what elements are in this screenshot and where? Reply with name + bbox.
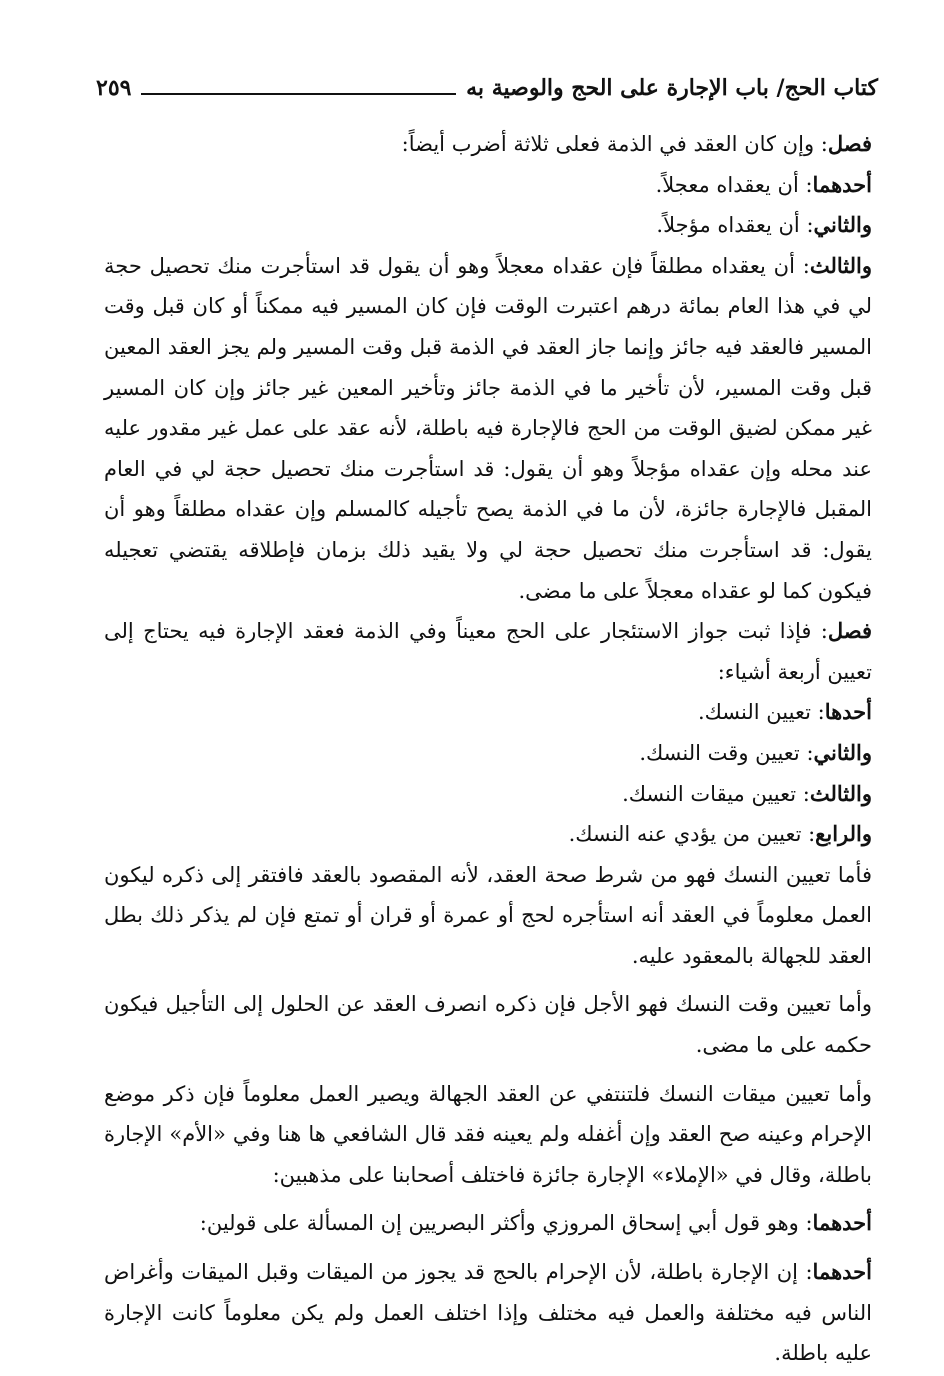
paragraph-lead: والثاني (813, 739, 872, 765)
paragraph-text: : أن يعقداه مطلقاً فإن عقداه معجلاً وهو أن يقول قد استأجرت منك تحصيل حجة لي في هذا العام بمائة درهم اعتبرت الوقت فإن كان المسير فيه ممكناً أو كان قبل وقت المسير فالعقد فيه جائز وإنما جاز العقد في الذمة قبل وقت المسير ولم يجز العقد المعين قبل وقت المسير، لأن تأخير ما في الذمة جائز وتأخير المعين غير جائز وإن كان المسير غير ممكن لضيق الوقت من الحج فالإجارة فيه باطلة، لأنه عقد على عمل غير مقدور عليه عند محله وإن عقداه مؤجلاً وهو أن يقول: قد استأجرت منك تحصيل حجة لي في العام المقبل فالإجارة جائزة، لأن ما في الذمة يصح تأجيله كالمسلم وإن عقداه مطلقاً وهو أن يقول: قد استأجرت منك تحصيل حجة لي ولا يقيد ذلك بزمان فإطلاقه يقتضي تعجيله فيكون كما لو عقداه معجلاً على ما مضى. (104, 253, 872, 603)
paragraph (104, 1074, 872, 1196)
paragraph-text: : تعيين من يؤدي عنه النسك. (568, 822, 816, 847)
paragraph-lead: أحدهما (812, 1259, 872, 1285)
paragraph (104, 246, 872, 611)
paragraph (104, 165, 872, 206)
paragraph-text: : وإن كان العقد في الذمة فعلى ثلاثة أضرب أيضاً: (401, 132, 828, 156)
paragraph-lead: فصل (827, 131, 872, 156)
page-body (104, 124, 872, 1374)
paragraph-text: : تعيين النسك. (697, 700, 825, 725)
paragraph (104, 984, 872, 1065)
paragraph-text: فأما تعيين النسك فهو من شرط صحة العقد، لأنه المقصود بالعقد فافتقر إلى ذكره ليكون العمل معلوماً في العقد أنه استأجره لحج أو عمرة أو قران أو تمتع فإن لم يذكر ذلك بطل العقد للجهالة بالمعقود عليه. (104, 862, 872, 968)
paragraph (104, 814, 872, 855)
paragraph (104, 733, 872, 774)
paragraph-lead: والثاني (813, 212, 872, 238)
paragraph (104, 855, 872, 977)
paragraph-text: : وهو قول أبي إسحاق المروزي وأكثر البصريين إن المسألة على قولين: (199, 1211, 813, 1236)
paragraph-lead: والثالث (809, 780, 872, 806)
paragraph-lead: فصل (827, 618, 872, 644)
paragraph-text: : تعيين ميقات النسك. (622, 781, 810, 806)
paragraph-lead: أحدهما (812, 1210, 872, 1236)
chapter-title: كتاب الحج/ باب الإجارة على الحج والوصية به (466, 75, 878, 101)
paragraph (104, 774, 872, 815)
paragraph-text: وأما تعيين وقت النسك فهو الأجل فإن ذكره انصرف العقد عن الحلول إلى التأجيل فيكون حكمه على ما مضى. (104, 992, 872, 1058)
paragraph (104, 692, 872, 733)
header-rule (141, 93, 456, 95)
paragraph (104, 611, 872, 692)
paragraph-lead: والرابع (815, 821, 872, 847)
running-header (96, 68, 878, 108)
paragraph (104, 124, 872, 165)
paragraph-text: : فإذا ثبت جواز الاستئجار على الحج معيناً وفي الذمة فعقد الإجارة فيه يحتاج إلى تعيين أربعة أشياء: (104, 619, 872, 684)
paragraph-text: وأما تعيين ميقات النسك فلتنتفي عن العقد الجهالة ويصير العمل معلوماً فإن ذكر موضع الإحرام وعينه صح العقد وإن أغفله ولم يعينه فقد قال الشافعي ها هنا وفي «الأم» الإجارة باطلة، وقال في «الإملاء» الإجارة جائزة فاختلف أصحابنا على مذهبين: (104, 1081, 872, 1187)
paragraph-text: : أن يعقداه مؤجلاً. (656, 213, 814, 238)
paragraph (104, 205, 872, 246)
paragraph-text: : إن الإجارة باطلة، لأن الإحرام بالحج قد يجوز من الميقات وقبل الميقات وأغراض الناس فيه مختلفة والعمل فيه مختلف وإذا اختلف العمل ولم يكن معلوماً كانت الإجارة عليه باطلة. (104, 1260, 872, 1366)
paragraph-lead: أحدهما (812, 171, 872, 197)
paragraph-lead: أحدها (824, 699, 872, 725)
paragraph-text: : أن يعقداه معجلاً. (655, 172, 813, 197)
page-number: ٢٥٩ (96, 75, 132, 101)
paragraph-lead: والثالث (809, 252, 872, 278)
paragraph-text: : تعيين وقت النسك. (639, 740, 814, 765)
paragraph (104, 1203, 872, 1244)
paragraph (104, 1252, 872, 1374)
